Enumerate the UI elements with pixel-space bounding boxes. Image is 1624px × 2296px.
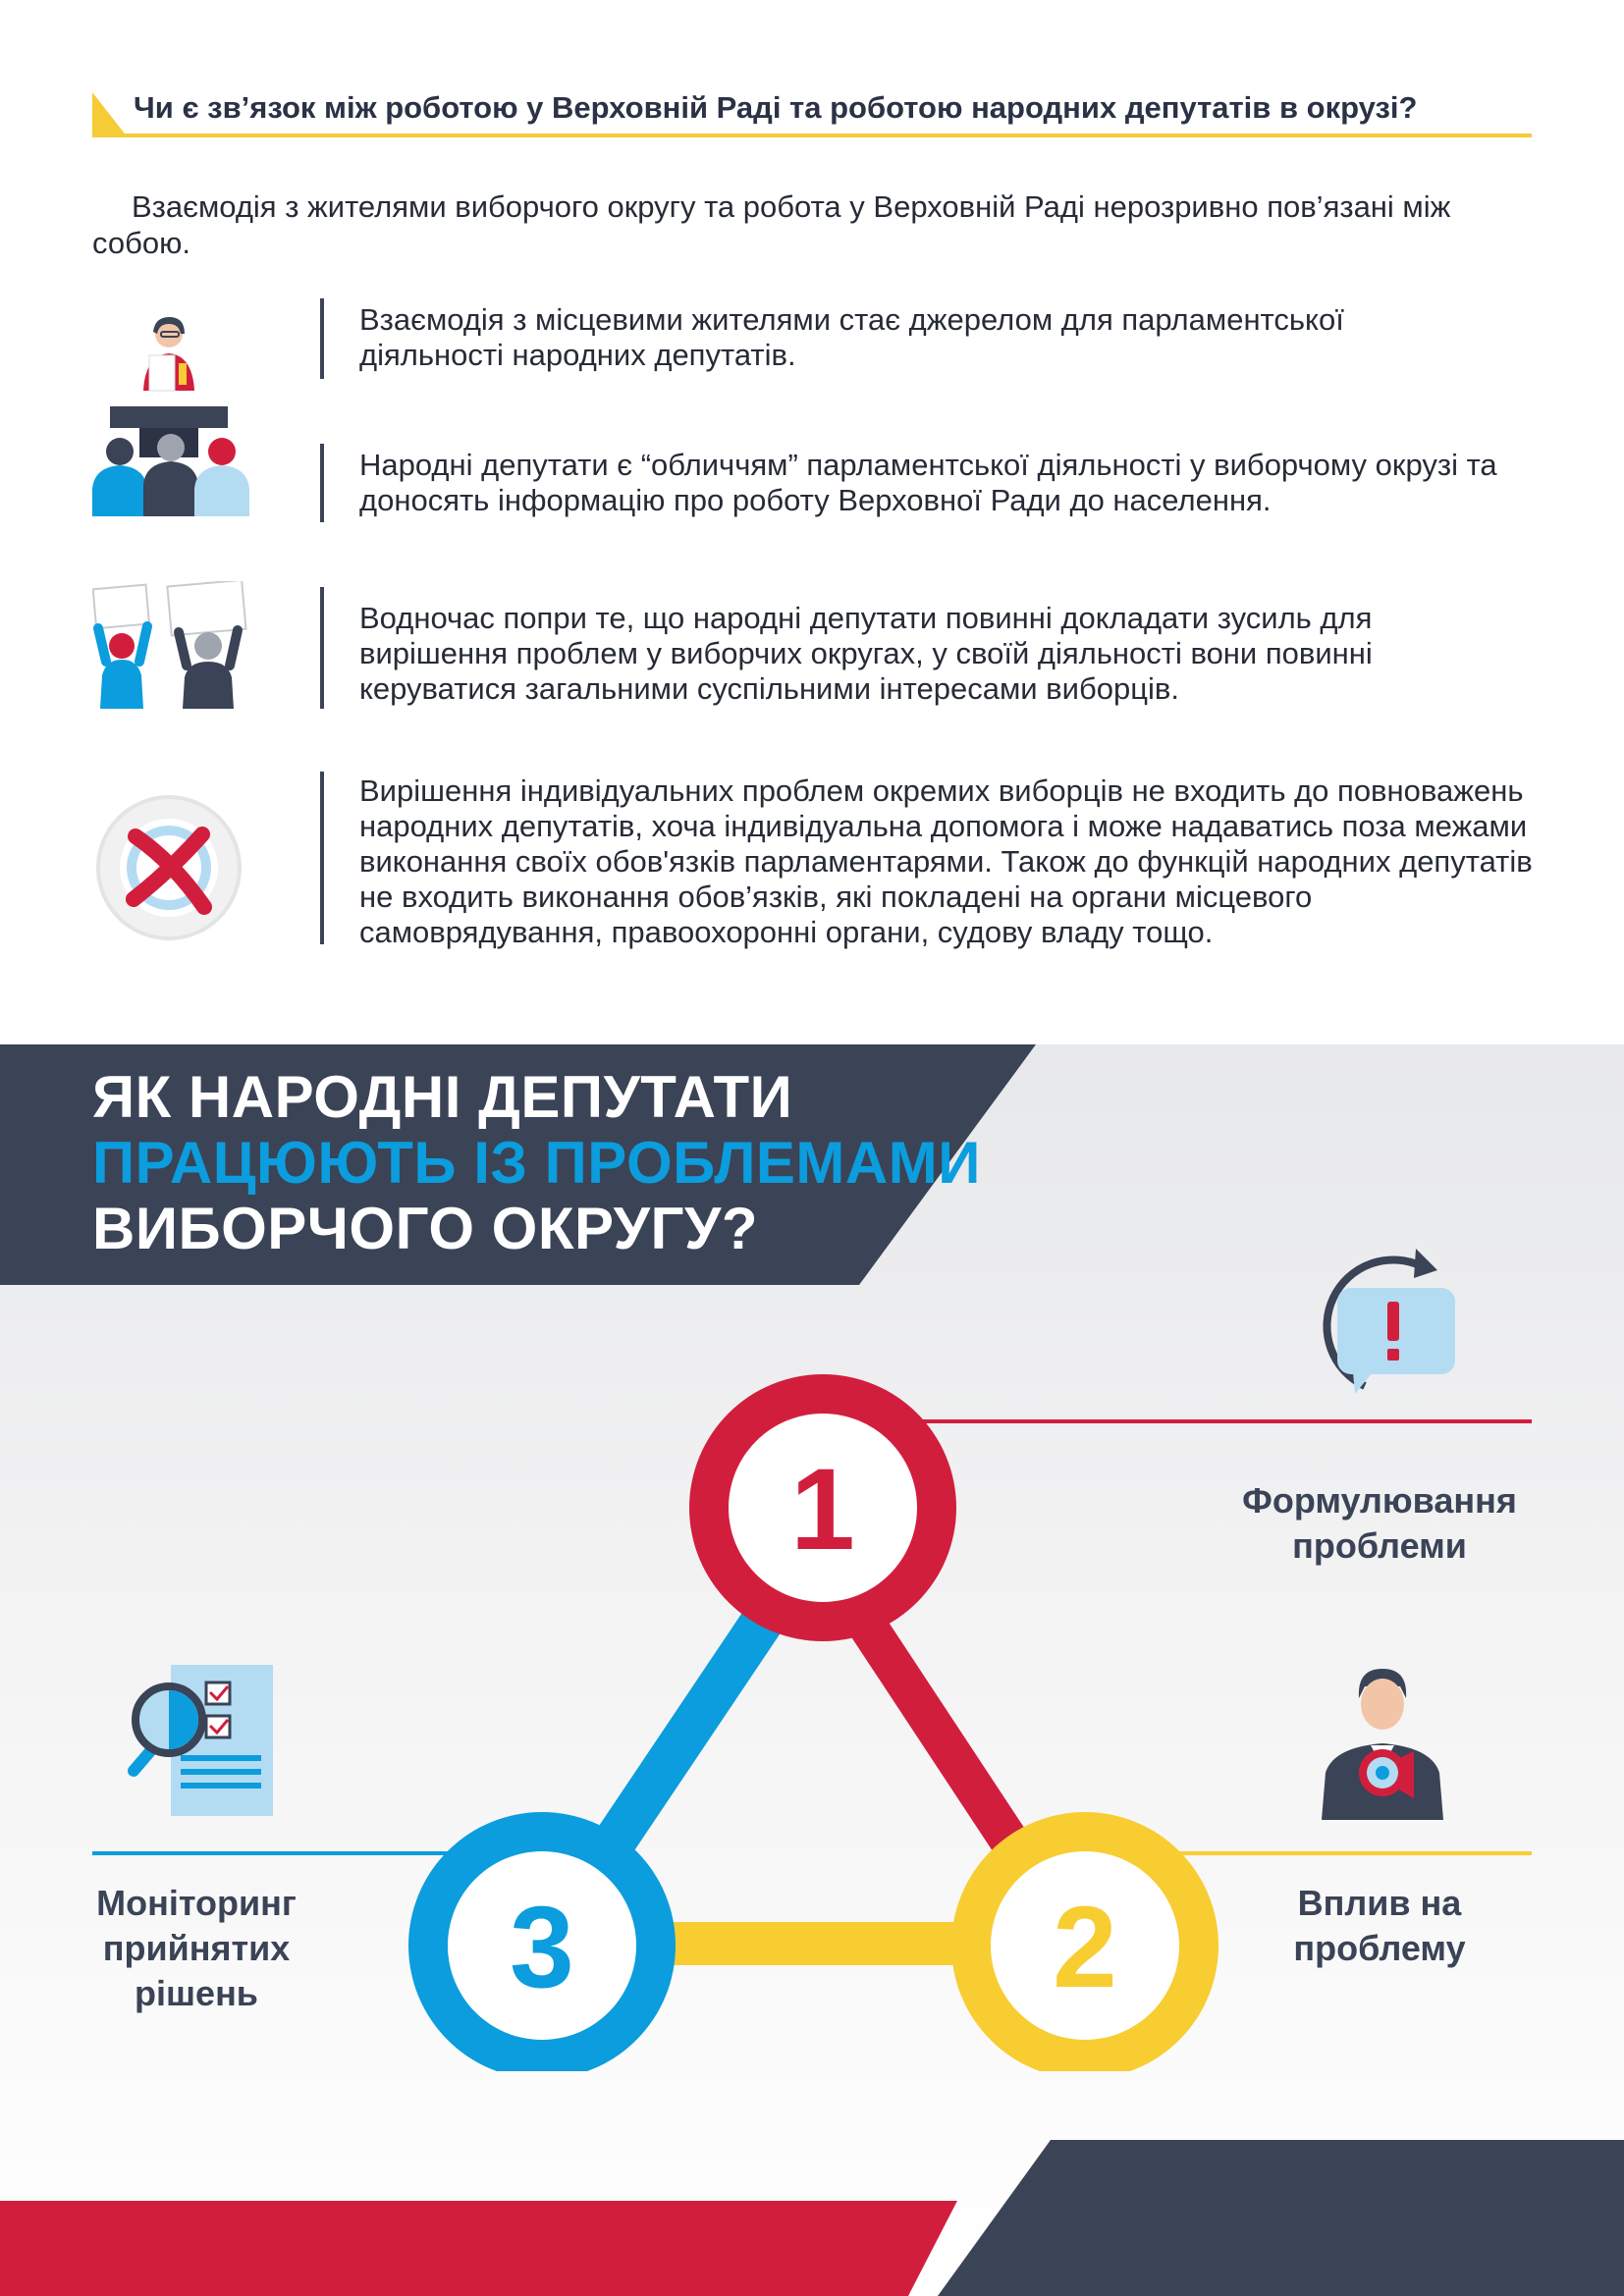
heading-underline [92, 133, 1532, 137]
step1-label-line1: Формулювання [1242, 1480, 1517, 1521]
magnifier-checklist-icon [114, 1661, 281, 1820]
process-cycle-diagram [393, 1364, 1237, 2071]
step2-label-line2: проблему [1293, 1928, 1466, 1968]
item-divider [320, 298, 324, 379]
section-title-line1: ЯК НАРОДНІ ДЕПУТАТИ [92, 1064, 793, 1130]
step3-label-line1: Моніторинг [96, 1883, 297, 1923]
item-text: Взаємодія з місцевими жителями стає джерелом для парламентської діяльності народних депутатів. [359, 302, 1344, 372]
header-marker-icon [92, 92, 128, 137]
item-divider [320, 444, 324, 522]
step3-label-line2: прийнятих [102, 1928, 291, 1968]
step2-label-line1: Вплив на [1297, 1883, 1462, 1923]
cross-mark-icon [94, 793, 244, 942]
item-divider [320, 772, 324, 944]
section-title-line3: ВИБОРЧОГО ОКРУГУ? [92, 1196, 758, 1261]
item-text: Народні депутати є “обличчям” парламентської діяльності у виборчому окрузі та доносять інформацію про роботу Верховної Ради до населення. [359, 448, 1497, 517]
step3-label [39, 1881, 353, 2016]
question-heading: Чи є зв’язок між роботою у Верховній Раді та роботою народних депутатів в окрузі? [134, 90, 1418, 125]
step1-label [1208, 1478, 1551, 1569]
step3-label-line3: рішень [135, 1973, 258, 2013]
man-megaphone-icon [1316, 1663, 1449, 1820]
step2-number: 2 [1053, 1883, 1117, 2012]
step2-label [1208, 1881, 1551, 1971]
step3-number: 3 [510, 1883, 574, 2012]
alert-speech-bubble-icon [1294, 1239, 1461, 1406]
item-divider [320, 587, 324, 709]
section-title-line2: ПРАЦЮЮТЬ ІЗ ПРОБЛЕМАМИ [92, 1130, 981, 1196]
speaker-audience-icon [92, 312, 249, 516]
item-text: Вирішення індивідуальних проблем окремих виборців не входить до повноважень народних депутатів, хоча індивідуальна допомога і може надаватись поза межами виконання своїх обов'язків парламентарями. Також до функцій народних депутатів не входить виконання обов’язків, які покладені на органи місцевого самоврядування, правоохоронні органи, судову владу тощо. [359, 774, 1533, 949]
item-text: Водночас попри те, що народні депутати повинні докладати зусиль для вирішення проблем у виборчих округах, у своїй діяльності вони повинні керуватися загальними суспільними інтересами виборців. [359, 601, 1373, 706]
step1-number: 1 [790, 1445, 855, 1575]
protesters-signs-icon [92, 581, 249, 709]
intro-paragraph: Взаємодія з жителями виборчого округу та робота у Верховній Раді нерозривно пов’язані між собою. [92, 189, 1451, 260]
footer-bands [0, 2140, 1624, 2296]
step1-label-line2: проблеми [1292, 1525, 1467, 1566]
